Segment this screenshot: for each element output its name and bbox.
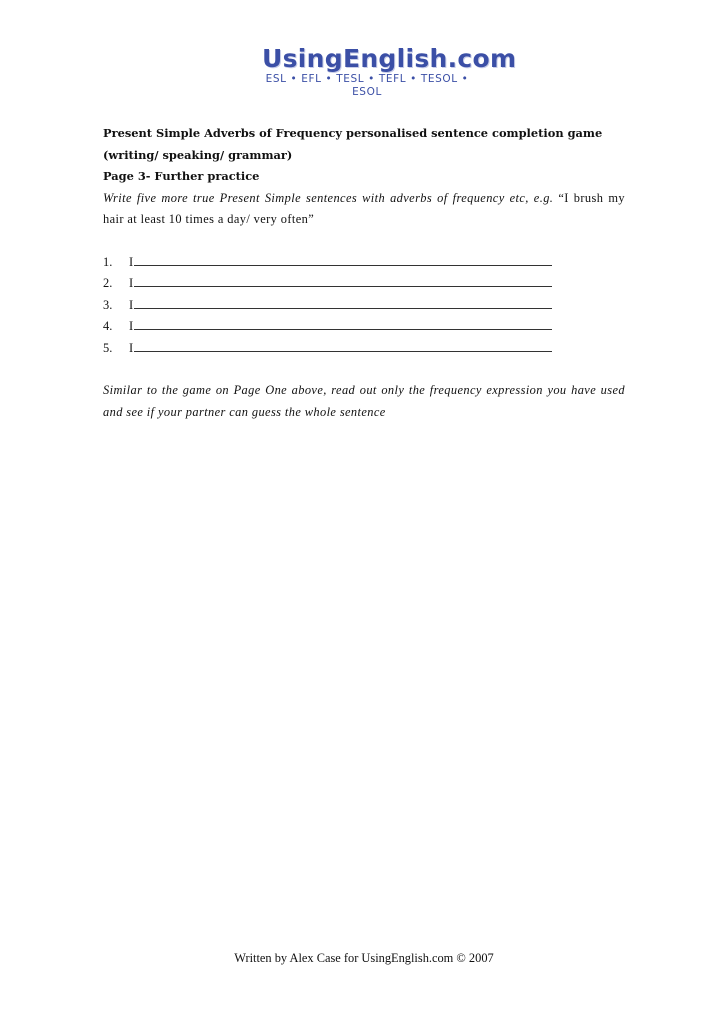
line-start: I — [129, 319, 134, 333]
instruction-example: “I brush my hair at least 10 times a day/ very often” — [103, 190, 625, 226]
spacer — [103, 359, 625, 380]
line-start: I — [129, 297, 134, 312]
usingenglish-logo — [262, 44, 517, 99]
line-number: 2. — [103, 276, 113, 290]
logo-title: UsingEnglish.com — [262, 44, 517, 73]
blank-line[interactable] — [134, 273, 552, 287]
line-start: I — [129, 276, 134, 290]
answer-line[interactable] — [103, 316, 625, 338]
line-number: 1. — [103, 254, 113, 269]
instruction-italic: Write five more true Present Simple sentences with adverbs of frequency etc, e.g. — [103, 190, 554, 205]
line-start: I — [129, 340, 134, 355]
line-start: I — [129, 254, 134, 269]
page-footer: Written by Alex Case for UsingEnglish.com © 2007 — [234, 951, 494, 965]
answer-line[interactable] — [103, 252, 625, 274]
worksheet-heading: Present Simple Adverbs of Frequency personalised sentence completion game (writing/ speaking/ grammar) — [103, 126, 603, 162]
blank-line[interactable] — [134, 295, 552, 309]
blank-line[interactable] — [134, 316, 552, 330]
instruction-text — [103, 188, 625, 231]
answer-line[interactable] — [103, 295, 625, 317]
blank-line[interactable] — [134, 338, 552, 352]
worksheet-content — [103, 123, 625, 423]
logo-subtitle: ESL • EFL • TESL • TEFL • TESOL • ESOL — [265, 73, 469, 98]
section-title: Page 3- Further practice — [103, 169, 260, 183]
closing-instruction: Similar to the game on Page One above, read out only the frequency expression you have used and see if your partner can guess the whole sentence — [103, 383, 625, 419]
line-number: 3. — [103, 297, 113, 312]
line-number: 4. — [103, 319, 113, 333]
line-number: 5. — [103, 340, 113, 355]
answer-line[interactable] — [103, 273, 625, 295]
answer-line[interactable] — [103, 338, 625, 360]
blank-line[interactable] — [134, 252, 552, 266]
answer-lines — [103, 252, 625, 360]
spacer — [103, 231, 625, 252]
